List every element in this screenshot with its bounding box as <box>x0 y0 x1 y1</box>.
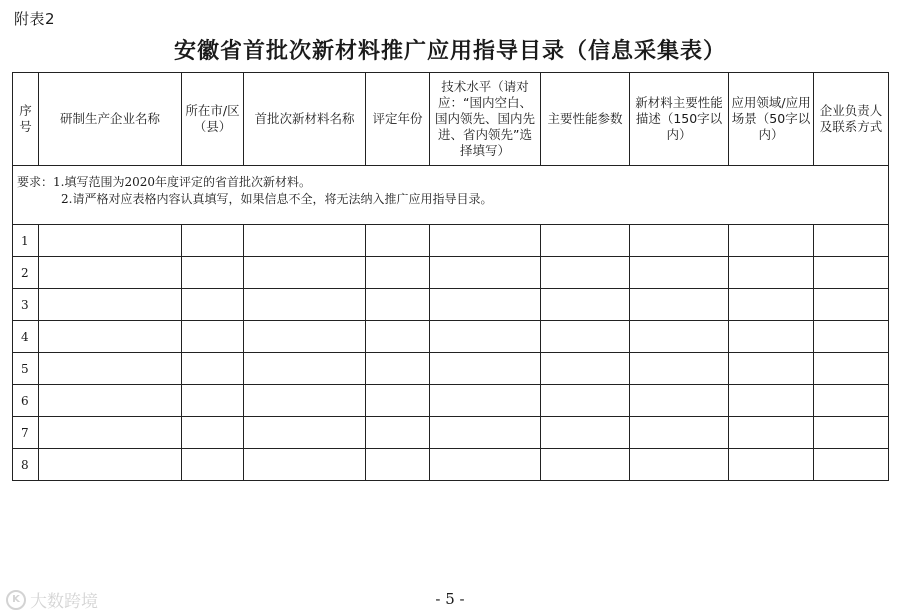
table-cell <box>630 257 729 289</box>
table-cell <box>430 353 541 385</box>
table-row <box>13 321 889 353</box>
table-cell <box>182 417 244 449</box>
table-row <box>13 289 889 321</box>
table-cell <box>430 449 541 481</box>
row-number: 1 <box>13 225 39 257</box>
column-header-city: 所在市/区（县） <box>182 73 244 166</box>
table-cell <box>244 321 366 353</box>
requirements-prefix: 要求： <box>17 175 54 189</box>
table-row <box>13 449 889 481</box>
table-cell <box>244 289 366 321</box>
table-cell <box>430 289 541 321</box>
table-cell <box>244 225 366 257</box>
table-cell <box>814 257 889 289</box>
watermark-logo-icon: K <box>6 590 26 610</box>
table-cell <box>39 449 182 481</box>
row-number: 4 <box>13 321 39 353</box>
column-header-material: 首批次新材料名称 <box>244 73 366 166</box>
table-cell <box>630 321 729 353</box>
table-cell <box>541 417 630 449</box>
table-cell <box>39 225 182 257</box>
table-cell <box>630 225 729 257</box>
table-body <box>13 225 889 481</box>
info-collection-table <box>12 72 889 481</box>
table-cell <box>430 225 541 257</box>
table-cell <box>630 353 729 385</box>
table-cell <box>729 225 814 257</box>
table-cell <box>729 289 814 321</box>
table-cell <box>630 385 729 417</box>
table-cell <box>814 225 889 257</box>
table-cell <box>430 321 541 353</box>
row-number: 6 <box>13 385 39 417</box>
table-cell <box>541 289 630 321</box>
table-cell <box>366 385 430 417</box>
table-cell <box>366 353 430 385</box>
row-number: 3 <box>13 289 39 321</box>
page-title: 安徽省首批次新材料推广应用指导目录（信息采集表） <box>173 39 726 64</box>
table-cell <box>366 449 430 481</box>
table-cell <box>541 225 630 257</box>
table-row <box>13 417 889 449</box>
table-cell <box>541 321 630 353</box>
table-cell <box>366 225 430 257</box>
table-cell <box>39 257 182 289</box>
table-cell <box>182 449 244 481</box>
table-cell <box>39 321 182 353</box>
table-cell <box>630 289 729 321</box>
page-number: - 5 - <box>435 590 465 608</box>
table-cell <box>182 289 244 321</box>
table-cell <box>244 353 366 385</box>
annex-label: 附表2 <box>14 10 56 28</box>
table-cell <box>729 449 814 481</box>
table-cell <box>814 321 889 353</box>
table-cell <box>366 289 430 321</box>
requirement-1 <box>17 174 884 191</box>
table-cell <box>729 385 814 417</box>
column-header-description: 新材料主要性能描述（150字以内） <box>630 73 729 166</box>
column-header-company: 研制生产企业名称 <box>39 73 182 166</box>
table-cell <box>729 417 814 449</box>
column-header-index: 序号 <box>13 73 39 166</box>
table-cell <box>630 449 729 481</box>
table-cell <box>430 257 541 289</box>
table-row <box>13 353 889 385</box>
table-cell <box>541 257 630 289</box>
table-cell <box>729 257 814 289</box>
table-cell <box>244 417 366 449</box>
table-cell <box>366 257 430 289</box>
table-cell <box>39 385 182 417</box>
table-cell <box>729 321 814 353</box>
column-header-parameters: 主要性能参数 <box>541 73 630 166</box>
table-cell <box>244 385 366 417</box>
column-header-tech-level: 技术水平（请对应：“国内空白、国内领先、国内先进、省内领先”选择填写） <box>430 73 541 166</box>
column-header-year: 评定年份 <box>366 73 430 166</box>
row-number: 2 <box>13 257 39 289</box>
column-header-contact: 企业负责人及联系方式 <box>814 73 889 166</box>
table-cell <box>430 417 541 449</box>
row-number: 8 <box>13 449 39 481</box>
table-cell <box>39 289 182 321</box>
table-cell <box>182 321 244 353</box>
row-number: 5 <box>13 353 39 385</box>
table-cell <box>244 257 366 289</box>
table-row <box>13 257 889 289</box>
table-cell <box>814 289 889 321</box>
table-cell <box>541 385 630 417</box>
requirements-row <box>13 166 889 225</box>
table-cell <box>182 385 244 417</box>
table-cell <box>366 417 430 449</box>
table-cell <box>244 449 366 481</box>
row-number: 7 <box>13 417 39 449</box>
watermark <box>6 587 98 612</box>
table-cell <box>541 353 630 385</box>
table-cell <box>182 257 244 289</box>
table-cell <box>430 385 541 417</box>
requirements-cell <box>13 166 889 225</box>
column-header-application: 应用领域/应用场景（50字以内） <box>729 73 814 166</box>
table-cell <box>39 353 182 385</box>
table-cell <box>814 417 889 449</box>
table-row <box>13 385 889 417</box>
table-cell <box>814 449 889 481</box>
watermark-text: 大数跨境 <box>30 592 98 612</box>
table-cell <box>182 225 244 257</box>
table-row <box>13 225 889 257</box>
table-cell <box>729 353 814 385</box>
table-cell <box>39 417 182 449</box>
requirement-2: 2.请严格对应表格内容认真填写，如果信息不全，将无法纳入推广应用指导目录。 <box>61 192 493 206</box>
table-cell <box>814 353 889 385</box>
table-cell <box>814 385 889 417</box>
table-cell <box>541 449 630 481</box>
table-header-row <box>13 73 889 166</box>
table-cell <box>630 417 729 449</box>
table-cell <box>182 353 244 385</box>
requirement-1-text: 1.填写范围为2020年度评定的省首批次新材料。 <box>53 175 312 189</box>
table-cell <box>366 321 430 353</box>
